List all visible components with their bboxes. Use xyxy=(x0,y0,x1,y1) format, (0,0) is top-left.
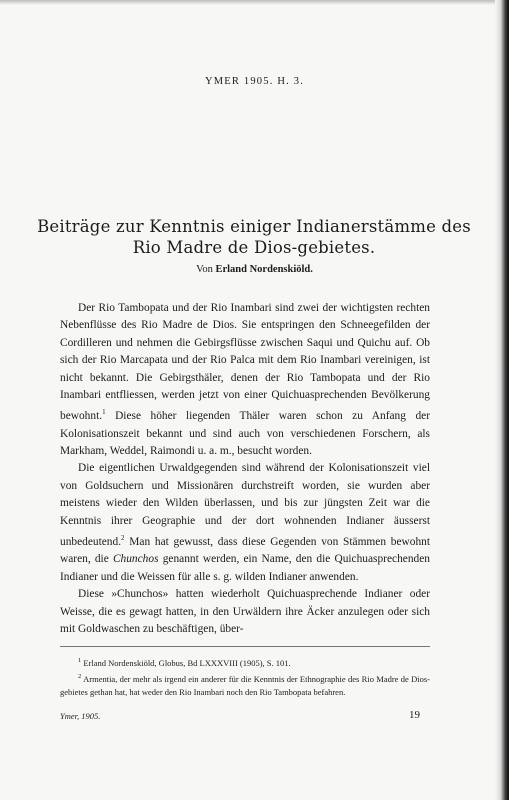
author-name: Erland Nordenskiöld. xyxy=(215,264,313,275)
footnote-2 xyxy=(60,670,430,699)
paragraph-2-text-b: Man hat gewusst, dass diese Gegenden von Stämmen bewohnt waren, die xyxy=(60,535,430,566)
body-text xyxy=(60,300,430,638)
page-number: 19 xyxy=(409,709,420,721)
footnote-1-text: Erland Nordenskiöld, Globus, Bd LXXXVIII (1905), S. 101. xyxy=(83,657,291,668)
footnote-divider xyxy=(60,646,430,647)
paragraph-2-text-c: genannt werden, ein Name, den die Quichuasprechenden Indianer und die Weissen für alle s. g. wilden Indianer anwenden. xyxy=(60,553,430,583)
footnote-2-mark: 2 xyxy=(78,672,82,680)
page-top-shadow xyxy=(0,0,509,5)
paragraph-2-text-a: Die eigentlichen Urwaldgegenden sind während der Kolonisationszeit viel von Goldsuchern und Missionären durchstreift worden, sie wurden aber meistens wieder den Wilden überlassen, und bis zur jüngsten Zeit war die Kenntnis ihrer Geographie und der dort wohnenden Indianer äusserst unbedeutend. xyxy=(60,462,430,548)
article-title xyxy=(20,216,488,258)
paragraph-1-text-b: Diese höher liegenden Thäler waren schon zu Anfang der Kolonisationszeit bekannt und sind auch von verschiedenen Forschern, als Markham, Weddel, Raimondi u. a. m., besucht worden. xyxy=(60,410,430,458)
footnotes xyxy=(60,654,430,699)
page-binding-edge xyxy=(495,0,509,800)
article-title-line-1: Beiträge zur Kenntnis einiger Indianerstämme des xyxy=(37,217,471,236)
author-prefix: Von xyxy=(196,264,213,275)
footnote-ref-1: 1 xyxy=(102,408,106,417)
paragraph-2-italic-term: Chunchos xyxy=(112,553,159,566)
author-line xyxy=(0,264,509,275)
footnote-1-mark: 1 xyxy=(78,657,82,664)
signature-mark: Ymer, 1905. xyxy=(60,711,101,721)
running-head: YMER 1905. H. 3. xyxy=(204,76,305,87)
paragraph-1 xyxy=(60,300,430,460)
footnote-ref-2: 2 xyxy=(121,534,125,543)
paragraph-2 xyxy=(60,460,430,586)
footnote-2-text: Armentia, der mehr als irgend ein anderer für die Kenntnis der Ethnographie des Rio Madre de Dios-gebietes gethan hat, hat weder den Rio Inambari noch den Rio Tambopata befahren. xyxy=(60,673,431,697)
footnote-1 xyxy=(60,654,430,670)
paragraph-1-text-a: Der Rio Tambopata und der Rio Inambari sind zwei der wichtigsten rechten Nebenflüsse des Rio Madre de Dios. Sie entspringen den Schneegefilden der Cordilleren und nehmen die Gebirgsflüsse zwischen Saqui und Quichu auf. Ob sich der Rio Marcapata und der Rio Palca mit dem Rio Inambari vereinigen, ist nicht bekannt. Die Gebirgsthäler, denen der Rio Tambopata und der Rio Inambari entfliessen, werden jetzt von einer Quichuasprechenden Bevölkerung bewohnt. xyxy=(60,302,430,423)
article-title-line-2: Rio Madre de Dios-gebietes. xyxy=(132,238,376,257)
paragraph-3: Diese »Chunchos» hatten wiederholt Quichuasprechende Indianer oder Weisse, die es gewagt hatten, in den Urwäldern ihre Äcker anzulegen oder sich mit Goldwaschen zu beschäftigen, über- xyxy=(60,588,430,635)
